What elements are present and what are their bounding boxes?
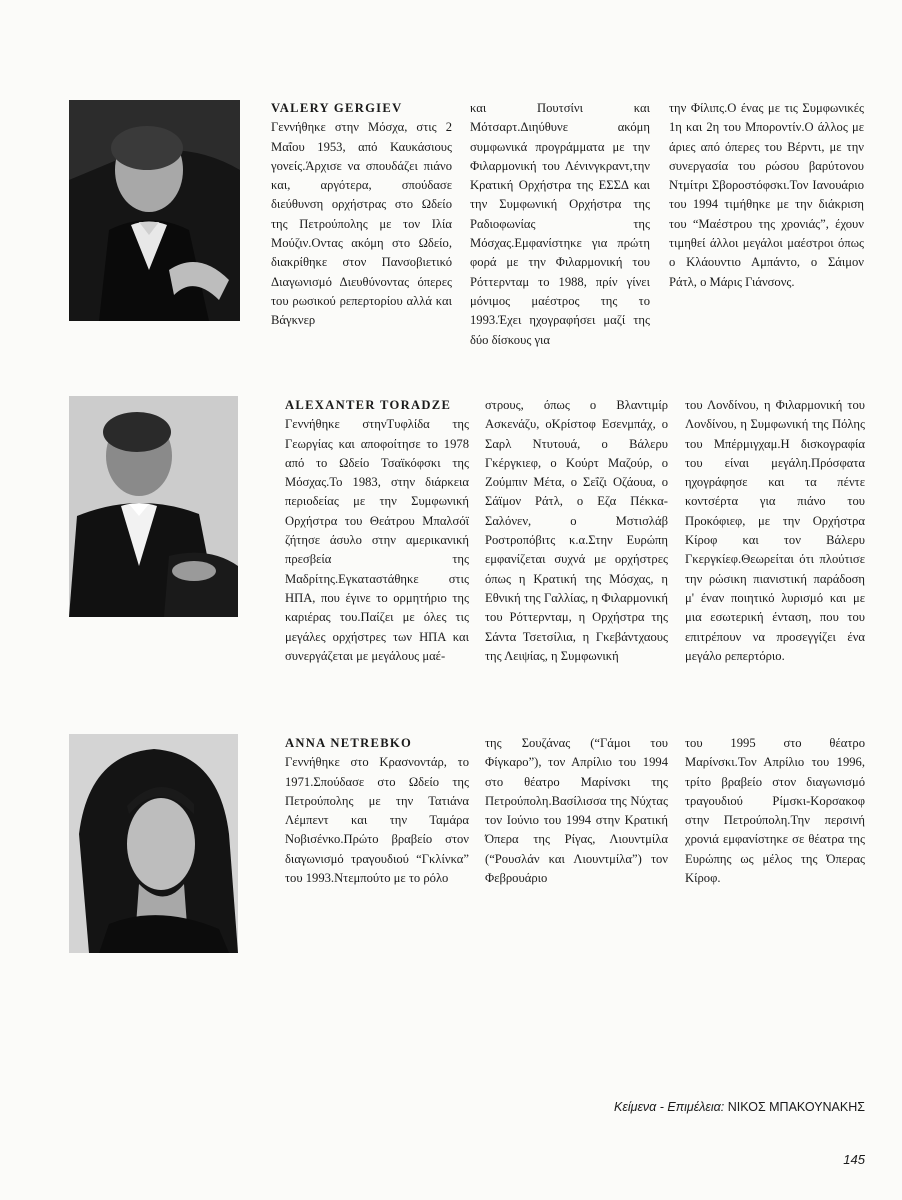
credits (500, 1100, 865, 1114)
netrebko-column-1 (285, 734, 469, 888)
bio-text: της Σουζάνας (“Γάμοι του Φίγκαρο”), τον Απρίλιο του 1994 στο θέατρο Μαρίνσκι της Πετρούπολη.Βασίλισσα της Νύχτας τον Ιούνιο του 1994 στην Κρατική Όπερα της Ρίγας, Λιουντμίλα (“Ρουσλάν και Λιουντμίλα”) τον Φεβρουάριο (485, 736, 668, 886)
bio-text: του Λονδίνου, η Φιλαρμονική του Λονδίνου, η Συμφωνική της Πόλης του Μπέρμιγχαμ.Η δισκογραφία του είναι μεγάλη.Πρόσφατα ηχογράφησε και τα πέντε κοντσέρτα για πιάνο του Προκόφιεφ, με την Ορχήστρα Κίροφ και τον Βάλερυ Γκεργκίεφ.Θεωρείται ότι πλούτισε την ρώσικη πιανιστική παράδοση μ' έναν ποιητικό λυρισμό και με μια εσωτερική ένταση, που του επιτρέπουν να προσεγγίζει ένα μεγάλο ρεπερτόριο. (685, 398, 865, 663)
bio-text: Γεννήθηκε στην Μόσχα, στις 2 Μαΐου 1953, από Καυκάσιους γονείς.Άρχισε να σπουδάζει πιάνο και, αργότερα, σπούδασε διεύθυνση ορχήστρας στο Ωδείο της Πετρούπολης με τον Ιλία Μούζιν.Οντας ακόμη στο Ωδείο, διακρίθηκε στον Πανσοβιετικό Διαγωνισμό Διευθύνοντας όπερες του ρωσικού ρεπερτορίου αλλά και Βάγκνερ (271, 120, 452, 328)
bio-text: Γεννήθηκε στηνΤυφλίδα της Γεωργίας και αποφοίτησε το 1978 από το Ωδείο Τσαϊκόφσκι της Μόσχας.Το 1983, στην διάρκεια περιοδείας με την Συμφωνική Ορχήστρα του Θεάτρου Μπαλσόϊ ζήτησε άσυλο στην αμερικανική πρεσβεία της Μαδρίτης.Εγκαταστάθηκε στις ΗΠΑ, που έγινε το ορμητήριο της καριέρας του.Παίζει με όλες τις μεγάλες ορχήστρες των ΗΠΑ και συνεργάζεται με μεγάλους μαέ- (285, 417, 469, 663)
artist-name: ALEXANTER TORADZE (285, 398, 452, 412)
netrebko-photo (69, 734, 238, 953)
bio-text: και Πουτσίνι και Μότσαρτ.Διηύθυνε ακόμη συμφωνικά προγράμματα με την Φιλαρμονική του Λένινγκραντ,την Κρατική Ορχήστρα της ΕΣΣΔ και την Συμφωνική Ορχήστρα της Ραδιοφωνίας της Μόσχας.Εμφανίστηκε για πρώτη φορά με την Φιλαρμονική του Ρόττερνταμ το 1988, πρίν γίνει μόνιμος μαέστρος της το 1993.Έχει ηχογραφήσει μαζί της δύο δίσκους για (470, 101, 650, 347)
gergiev-column-3 (669, 99, 864, 292)
netrebko-column-2 (485, 734, 668, 888)
credits-role: Κείμενα - Επιμέλεια: (613, 1100, 725, 1114)
bio-text: Γεννήθηκε στο Κρασνοντάρ, το 1971.Σπούδασε στο Ωδείο της Πετρούπολης με την Τατιάνα Λέμπεντ και την Ταμάρα Νοβισένκο.Πρώτο βραβείο στον διαγωνισμό τραγουδιού “Γκλίνκα” του 1993.Ντεμπούτο με το ρόλο (285, 755, 469, 886)
page-number: 145 (843, 1152, 865, 1167)
bio-text: στρους, όπως ο Βλαντιμίρ Ασκενάζυ, οΚρίστοφ Εσενμπάχ, ο Σαρλ Ντυτουά, ο Βάλερυ Γκέργκιεφ, ο Κούρτ Μαζούρ, ο Ζούμπιν Μέτα, ο Σεΐζι Οζάουα, ο Σάϊμον Ράτλ, ο Εζα Πέκκα-Σαλόνεν, ο Μστισλάβ Ροστροπόβιτς κ.α.Στην Ευρώπη εμφανίζεται συχνά με ορχήστρες όπως η Κρατική της Μόσχας, η Εθνική της Γαλλίας, η Φιλαρμονική του Ρόττερνταμ, η Ορχήστρα της Σάντα Τσετσίλια, η Γκεβάντχαους της Λειψίας, η Συμφωνική (485, 398, 668, 663)
artist-name: VALERY GERGIEV (271, 101, 403, 115)
toradze-photo (69, 396, 238, 617)
gergiev-column-1 (271, 99, 452, 331)
gergiev-column-2 (470, 99, 650, 350)
bio-text: του 1995 στο θέατρο Μαρίνσκι.Τον Απρίλιο του 1996, τρίτο βραβείο στον διαγωνισμό τραγουδιού Ρίμσκι-Κορσακοφ στην Πετρούπολη.Την περσινή χρονιά εμφανίστηκε σε θέατρα της Ευρώπης ως μέλος της Όπερας Κίροφ. (685, 736, 865, 886)
artist-name: ANNA NETREBKO (285, 736, 413, 750)
bio-text: την Φίλιπς.Ο ένας με τις Συμφωνικές 1η και 2η του Μποροντίν.Ο άλλος με άριες από όπερες του Βέρντι, με την συνεργασία του ρώσου βαρύτονου Ντμίτρι Σβοροστόφσκι.Τον Ιανουάριο του 1994 τιμήθηκε με την διάκριση του “Μαέστρου της χρονιάς”, έχουν τιμηθεί άλλοι μεγάλοι μαέστροι όπως ο Κλάουντιο Αμπάντο, ο Σάιμον Ράτλ, ο Μάρις Γιάνσονς. (669, 101, 864, 289)
toradze-column-3 (685, 396, 865, 666)
gergiev-photo (69, 100, 240, 321)
netrebko-column-3 (685, 734, 865, 888)
toradze-column-2 (485, 396, 668, 666)
toradze-column-1 (285, 396, 469, 666)
credits-author: ΝΙΚΟΣ ΜΠΑΚΟΥΝΑΚΗΣ (727, 1100, 865, 1114)
